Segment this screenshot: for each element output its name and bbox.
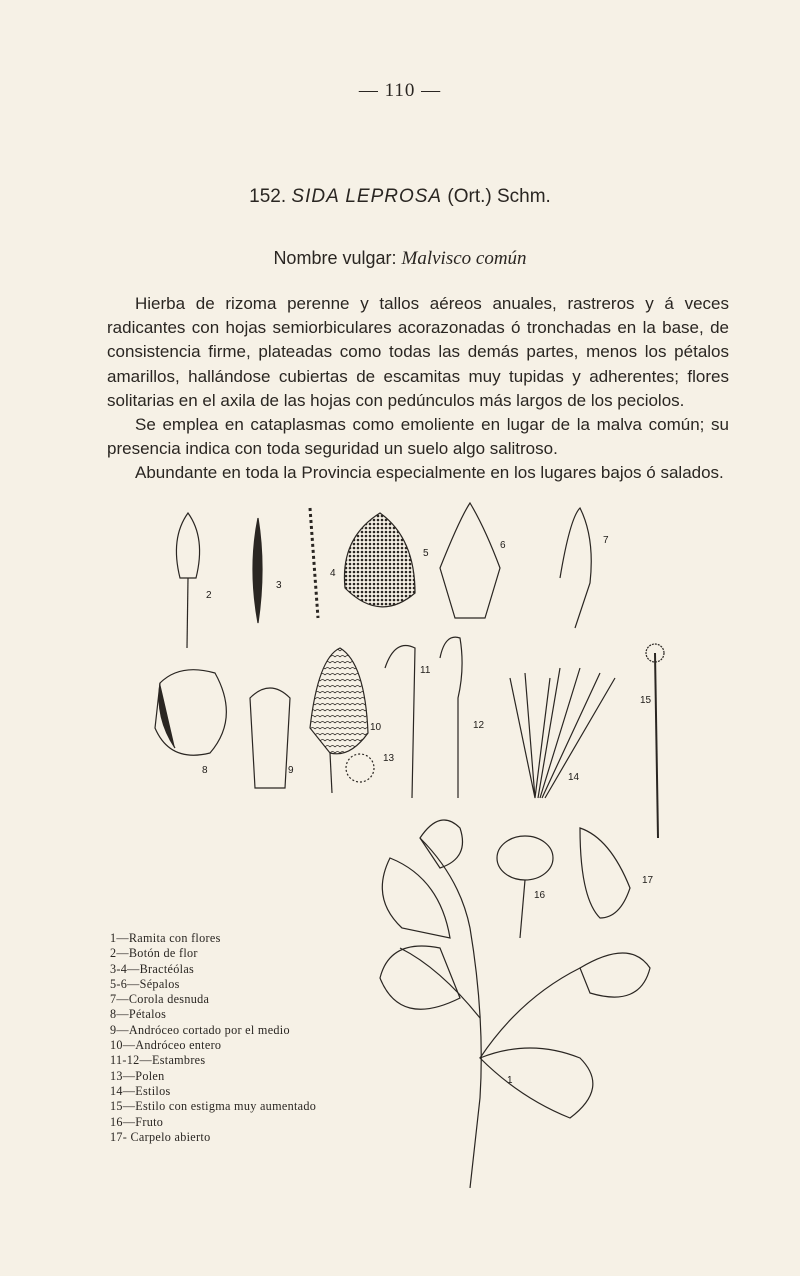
fig-bud	[176, 513, 199, 578]
vernacular-name: Malvisco común	[401, 248, 527, 269]
fig-flowering-twig	[420, 838, 481, 1188]
paragraph-habitat: Abundante en toda la Provincia especialmente en los lugares bajos ó salados.	[135, 463, 724, 483]
legend-item: 5-6—Sépalos	[110, 976, 180, 991]
legend-item: 11-12—Estambres	[110, 1053, 206, 1068]
legend-item: 16—Fruto	[110, 1114, 164, 1129]
species-number: 152.	[249, 186, 287, 207]
figure-label: 2	[206, 590, 212, 601]
description-text	[107, 292, 729, 486]
legend-item: 8—Pétalos	[110, 1007, 167, 1022]
legend-item: 15—Estilo con estigma muy aumentado	[110, 1099, 317, 1114]
paragraph-uses: Se emplea en cataplasmas como emoliente en lugar de la malva común; su presencia indica con toda seguridad un suelo algo salitroso.	[107, 415, 729, 459]
figure-label: 17	[642, 875, 654, 886]
page-number: — 110 —	[358, 80, 442, 101]
figure-label: 7	[603, 535, 609, 546]
legend-item: 10—Andróceo entero	[110, 1038, 222, 1053]
figure-label: 12	[473, 720, 485, 731]
vernacular-label: Nombre vulgar:	[273, 248, 397, 268]
figure-label: 1	[507, 1075, 513, 1086]
fig-sepal-scaly	[344, 513, 415, 607]
figure-label: 3	[276, 580, 282, 591]
legend-item: 2—Botón de flor	[110, 946, 198, 961]
vernacular-name-line	[0, 248, 800, 270]
legend-item: 1—Ramita con flores	[110, 931, 221, 945]
figure-label: 4	[330, 568, 336, 579]
legend-item: 14—Estilos	[110, 1083, 171, 1098]
species-title	[0, 186, 800, 208]
figure-label: 11	[420, 665, 431, 676]
figure-label: 14	[568, 772, 580, 783]
figure-label: 10	[370, 722, 382, 733]
figure-label: 9	[288, 765, 294, 776]
figure-label: 5	[423, 548, 429, 559]
figure-label: 13	[383, 753, 395, 764]
legend-item: 9—Andróceo cortado por el medio	[110, 1022, 290, 1037]
species-name: SIDA LEPROSA	[291, 186, 443, 207]
legend-item: 7—Corola desnuda	[110, 992, 210, 1007]
legend-item: 3-4—Bractéólas	[110, 961, 195, 976]
figure-label: 6	[500, 540, 506, 551]
paragraph-description: Hierba de rizoma perenne y tallos aéreos anuales, rastreros y á veces radicantes con hojas semiorbiculares acorazonadas ó tronchadas en la base, de consistencia firme, plateadas como todas las demás partes, menos los pétalos amarillos, hallándose cubiertas de escamitas muy tupidas y adherentes; flores solitarias en el axila de las hojas con pedúnculos más largos de los peciolos.	[107, 294, 729, 410]
legend-item: 13—Polen	[110, 1068, 165, 1083]
species-authority: (Ort.) Schm.	[447, 186, 551, 207]
legend-item: 17- Carpelo abierto	[110, 1129, 211, 1144]
figure-legend	[110, 931, 370, 1145]
figure-label: 16	[534, 890, 546, 901]
figure-label: 8	[202, 765, 208, 776]
figure-label: 15	[640, 695, 652, 706]
